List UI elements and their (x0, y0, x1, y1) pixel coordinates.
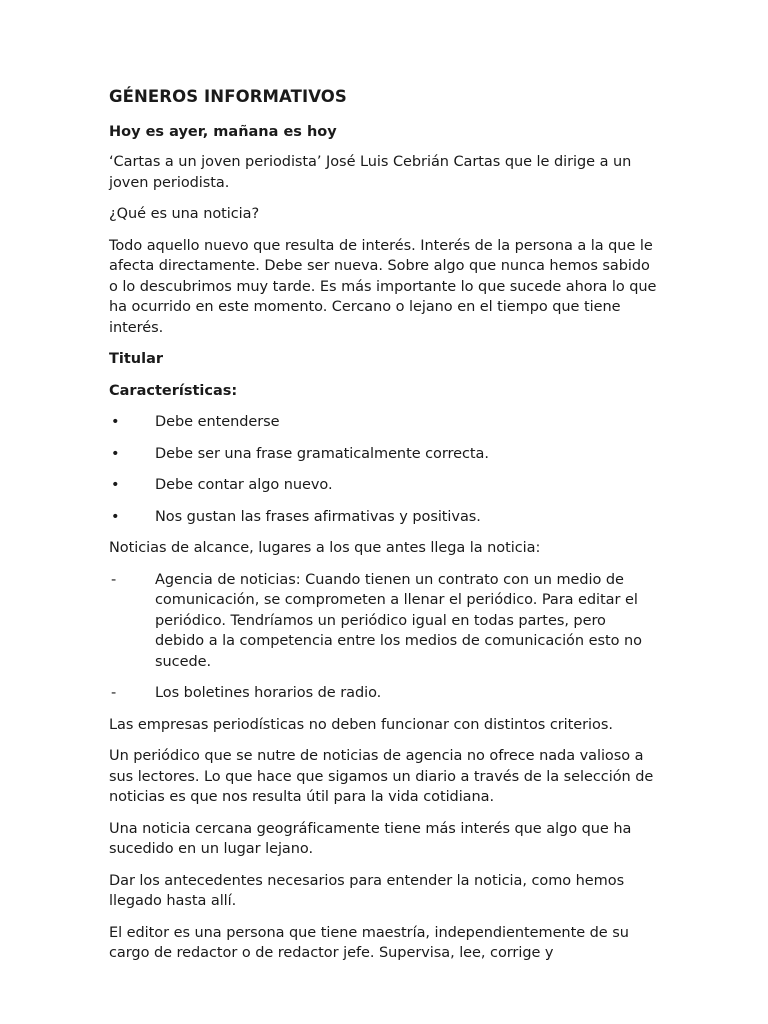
bullet-text: Debe ser una frase gramaticalmente correcta. (155, 445, 489, 462)
bullet-text: Debe contar algo nuevo. (155, 477, 333, 493)
paragraph-editor: El editor es una persona que tiene maestría, independientemente de su cargo de redactor o de redactor jefe. Supervisa, lee, corrige y (109, 924, 629, 961)
paragraph-question: ¿Qué es una noticia? (109, 206, 260, 222)
bullet-item (109, 412, 657, 433)
bullet-text: Debe entenderse (155, 414, 280, 430)
dash-item (109, 570, 657, 673)
document-subtitle: Hoy es ayer, mañana es hoy (109, 124, 337, 140)
bullet-item (109, 507, 657, 528)
section-heading-titular: Titular (109, 351, 164, 367)
dash-marker: - (111, 571, 117, 588)
paragraph-cercana: Una noticia cercana geográficamente tiene más interés que algo que ha sucedido en un lugar lejano. (109, 820, 632, 857)
dash-marker: - (111, 685, 117, 701)
bullet-marker: • (111, 445, 120, 462)
section-heading-caracteristicas: Características: (109, 382, 238, 399)
paragraph-definition: Todo aquello nuevo que resulta de interés. Interés de la persona a la que le afecta directamente. Debe ser nueva. Sobre algo que nunca hemos sabido o lo descubrimos muy tarde. Es más importante lo que sucede ahora lo que ha ocurrido en este momento. Cercano o lejano en el tiempo que tiene interés. (109, 237, 657, 336)
dash-text: Los boletines horarios de radio. (155, 685, 382, 701)
bullet-marker: • (111, 414, 120, 430)
paragraph-agencia: Un periódico que se nutre de noticias de agencia no ofrece nada valioso a sus lectores. Lo que hace que sigamos un diario a través de la selección de noticias es que nos resulta útil para la vida cotidiana. (109, 748, 654, 805)
bullet-item (109, 444, 657, 465)
dash-item (109, 683, 657, 704)
document-page (109, 86, 657, 975)
bullet-marker: • (111, 477, 120, 493)
bullet-marker: • (111, 508, 120, 525)
paragraph-alcance-intro: Noticias de alcance, lugares a los que antes llega la noticia: (109, 540, 541, 556)
paragraph-antecedentes: Dar los antecedentes necesarios para entender la noticia, como hemos llegado hasta allí. (109, 872, 625, 909)
bullet-text: Nos gustan las frases afirmativas y positivas. (155, 508, 481, 525)
bullet-item (109, 475, 657, 496)
document-title: GÉNEROS INFORMATIVOS (109, 87, 347, 106)
paragraph-cartas: ‘Cartas a un joven periodista’ José Luis Cebrián Cartas que le dirige a un joven periodista. (109, 154, 632, 191)
dash-text: Agencia de noticias: Cuando tienen un contrato con un medio de comunicación, se comprometen a llenar el periódico. Para editar el periódico. Tendríamos un periódico igual en todas partes, pero debido a la competencia entre los medios de comunicación esto no sucede. (155, 571, 642, 670)
paragraph-empresas: Las empresas periodísticas no deben funcionar con distintos criterios. (109, 716, 613, 733)
